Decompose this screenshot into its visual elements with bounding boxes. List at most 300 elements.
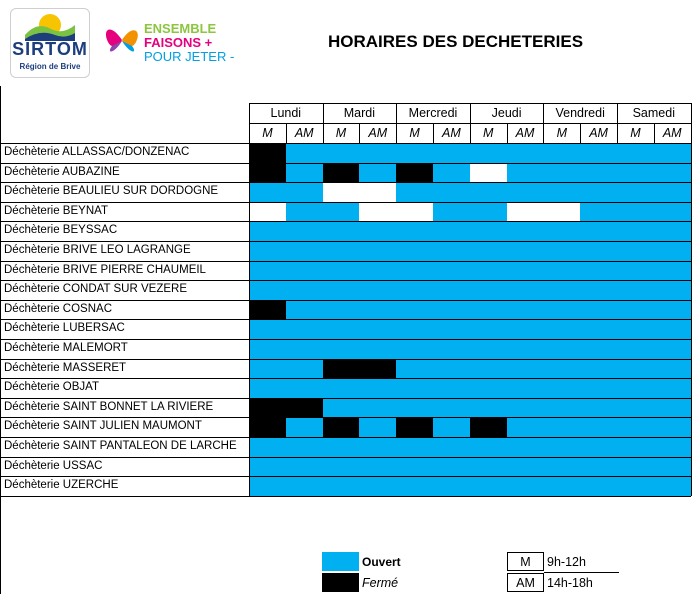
slot-cell [323,359,360,379]
slot-cell [580,398,617,418]
slot-cell [617,457,654,477]
slot-cell [470,221,507,241]
slot-cell [543,437,580,457]
slot-cell [543,143,580,163]
slot-cell [617,261,654,281]
grid-line [507,123,508,143]
slot-cell [654,359,691,379]
slot-cell [323,143,360,163]
grid-line [1,241,691,242]
slot-cell [654,319,691,339]
site-name: Déchèterie LUBERSAC [4,322,125,335]
grid-line [1,300,691,301]
legend-open-label: Ouvert [362,555,401,569]
slot-cell [323,202,360,222]
slot-cell [323,437,360,457]
slot-cell [543,417,580,437]
period-header: M [262,126,273,140]
slot-cell [470,378,507,398]
grid-line [1,261,691,262]
slot-cell [470,476,507,496]
slot-cell [580,182,617,202]
slot-cell [433,437,470,457]
slot-cell [359,182,396,202]
period-header: M [335,126,347,140]
slot-cell [470,398,507,418]
slot-cell [507,398,544,418]
site-name: Déchèterie COSNAC [4,302,113,315]
grid-line [1,163,691,164]
slot-cell [617,319,654,339]
slot-cell [359,300,396,320]
slot-cell [249,398,286,418]
slot-cell [396,280,433,300]
slot-cell [433,143,470,163]
site-name: Déchèterie BEYNAT [4,204,108,217]
slot-cell [323,398,360,418]
slot-cell [507,280,544,300]
slot-cell [580,221,617,241]
slot-cell [507,457,544,477]
grid-line [1,496,691,497]
slot-cell [249,182,286,202]
site-name: Déchèterie OBJAT [4,381,100,394]
slot-cell [323,476,360,496]
grid-line [1,457,691,458]
slot-cell [543,261,580,281]
period-header: M [630,126,641,140]
slot-cell [286,241,323,261]
grid-line [433,123,434,143]
slot-cell [396,202,433,222]
day-header-4: Vendredi [555,106,605,120]
slot-cell [507,437,544,457]
slot-cell [654,398,691,418]
grid-line [580,123,581,143]
slot-cell [396,398,433,418]
ensemble-logo [100,14,240,69]
site-name: Déchèterie USSAC [4,459,103,472]
slot-cell [543,241,580,261]
period-header: AM [515,126,535,140]
slot-cell [617,163,654,183]
slot-cell [433,261,470,281]
slot-cell [654,378,691,398]
grid-line [691,143,692,496]
slot-cell [433,359,470,379]
site-name: Déchèterie BEAULIEU SUR DORDOGNE [4,185,219,198]
slot-cell [617,143,654,163]
slot-cell [433,476,470,496]
legend-am-code: AM [516,576,535,590]
slot-cell [249,437,286,457]
slot-cell [654,437,691,457]
slot-cell [654,280,691,300]
slot-cell [286,339,323,359]
slot-cell [359,457,396,477]
grid-line [323,103,324,143]
grid-line [654,123,655,143]
slot-cell [617,398,654,418]
slot-cell [396,417,433,437]
slot-cell [359,202,396,222]
slot-cell [396,319,433,339]
grid-line [1,476,691,477]
site-name: Déchèterie SAINT BONNET LA RIVIERE [4,400,214,413]
slot-cell [617,359,654,379]
slot-cell [654,339,691,359]
slot-cell [249,241,286,261]
slot-cell [580,359,617,379]
slot-cell [470,300,507,320]
slot-cell [396,359,433,379]
slot-cell [249,261,286,281]
slot-cell [286,143,323,163]
slot-cell [323,280,360,300]
slot-cell [323,457,360,477]
slot-cell [654,143,691,163]
slot-cell [470,241,507,261]
sirtom-region: Région de Brive [19,62,81,71]
legend-closed-label: Fermé [362,576,399,590]
grid-line [1,280,691,281]
slot-cell [654,300,691,320]
slot-cell [323,378,360,398]
slot-cell [470,319,507,339]
slot-cell [654,476,691,496]
slot-cell [470,202,507,222]
slot-cell [507,163,544,183]
grid-line [617,103,618,143]
slot-cell [507,417,544,437]
slot-cell [396,476,433,496]
slot-cell [249,339,286,359]
slot-cell [543,476,580,496]
slot-cell [433,378,470,398]
slot-cell [507,300,544,320]
grid-line [396,103,397,143]
site-name: Déchèterie MALEMORT [4,342,128,354]
grid-line [1,143,691,144]
slot-cell [396,143,433,163]
slot-cell [654,182,691,202]
slot-cell [617,437,654,457]
slot-cell [580,319,617,339]
slot-cell [286,378,323,398]
slot-cell [470,359,507,379]
slot-cell [359,280,396,300]
period-header: AM [368,126,388,140]
slot-cell [396,378,433,398]
slot-cell [654,241,691,261]
slot-cell [286,221,323,241]
slot-cell [359,319,396,339]
grid-line [1,339,691,340]
slot-cell [617,241,654,261]
grid-line [691,103,692,143]
slot-cell [617,280,654,300]
grid-line [286,123,287,143]
slot-cell [654,163,691,183]
slot-cell [433,398,470,418]
ensemble-line1: ENSEMBLE [144,21,217,36]
grid-line [543,103,544,143]
slot-cell [249,143,286,163]
slot-cell [470,261,507,281]
grid-line [1,182,691,183]
slot-cell [470,339,507,359]
slot-cell [507,202,544,222]
slot-cell [580,241,617,261]
slot-cell [396,339,433,359]
slot-cell [323,261,360,281]
slot-cell [470,182,507,202]
slot-cell [507,182,544,202]
slot-cell [249,457,286,477]
slot-cell [617,476,654,496]
site-name: Déchèterie MASSERET [4,361,127,374]
legend-closed-swatch [322,573,359,592]
ensemble-line2: FAISONS + [144,35,213,50]
slot-cell [359,398,396,418]
grid-line [1,398,691,399]
site-name: Déchèterie CONDAT SUR VEZERE [4,283,187,296]
period-header: AM [662,126,682,140]
site-name: Déchèterie BEYSSAC [4,224,118,237]
slot-cell [359,417,396,437]
slot-cell [433,202,470,222]
legend-open-swatch [322,552,359,571]
slot-cell [249,300,286,320]
slot-cell [359,221,396,241]
slot-cell [433,300,470,320]
slot-cell [286,261,323,281]
slot-cell [323,300,360,320]
slot-cell [507,221,544,241]
slot-cell [433,221,470,241]
slot-cell [323,182,360,202]
slot-cell [543,300,580,320]
slot-cell [654,417,691,437]
site-name: Déchèterie UZERCHE [4,479,119,492]
slot-cell [507,378,544,398]
slot-cell [359,339,396,359]
slot-cell [433,241,470,261]
slot-cell [433,417,470,437]
day-header-3: Jeudi [491,106,522,120]
sirtom-brand: SIRTOM [12,39,88,59]
slot-cell [580,457,617,477]
slot-cell [654,457,691,477]
slot-cell [359,378,396,398]
slot-cell [580,163,617,183]
slot-cell [580,437,617,457]
slot-cell [323,241,360,261]
slot-cell [543,182,580,202]
slot-cell [249,319,286,339]
slot-cell [433,319,470,339]
period-header: AM [294,126,314,140]
slot-cell [580,280,617,300]
ensemble-line3: POUR JETER - [144,49,235,64]
slot-cell [470,417,507,437]
grid-line [1,202,691,203]
slot-cell [580,417,617,437]
legend-am-hours: 14h-18h [547,576,593,590]
slot-cell [543,378,580,398]
slot-cell [543,280,580,300]
slot-cell [286,476,323,496]
legend-m-code: M [520,555,531,569]
slot-cell [543,221,580,241]
slot-cell [617,378,654,398]
slot-cell [580,202,617,222]
slot-cell [359,437,396,457]
site-name: Déchèterie SAINT JULIEN MAUMONT [4,420,202,433]
slot-cell [323,163,360,183]
slot-cell [396,300,433,320]
slot-cell [580,143,617,163]
page-title: HORAIRES DES DECHETERIES [328,32,584,51]
day-header-1: Mardi [343,106,376,120]
slot-cell [433,163,470,183]
slot-cell [286,417,323,437]
slot-cell [433,339,470,359]
slot-cell [580,300,617,320]
slot-cell [286,437,323,457]
slot-cell [580,476,617,496]
slot-cell [470,163,507,183]
grid-line [1,319,691,320]
slot-cell [359,241,396,261]
legend-m-hours: 9h-12h [547,555,586,569]
slot-cell [323,417,360,437]
slot-cell [359,143,396,163]
site-name: Déchèterie AUBAZINE [4,165,120,178]
slot-cell [507,359,544,379]
grid-line [1,417,691,418]
slot-cell [359,163,396,183]
slot-cell [249,163,286,183]
slot-cell [249,280,286,300]
sirtom-hills-icon [25,13,75,41]
slot-cell [507,143,544,163]
slot-cell [580,339,617,359]
slot-cell [433,280,470,300]
slot-cell [286,319,323,339]
grid-line [359,123,360,143]
butterfly-icon [102,20,142,60]
slot-cell [507,241,544,261]
slot-cell [249,476,286,496]
slot-cell [543,398,580,418]
slot-cell [396,261,433,281]
legend-m-code-box [507,552,544,571]
slot-cell [323,319,360,339]
slot-cell [323,339,360,359]
site-name: Déchèterie ALLASSAC/DONZENAC [4,146,190,158]
slot-cell [617,417,654,437]
slot-cell [249,378,286,398]
slot-cell [543,319,580,339]
slot-cell [507,476,544,496]
slot-cell [617,300,654,320]
site-name: Déchèterie SAINT PANTALEON DE LARCHE [4,440,237,452]
day-header-2: Mercredi [408,106,458,120]
slot-cell [433,182,470,202]
slot-cell [286,182,323,202]
period-header: AM [589,126,608,140]
slot-cell [543,339,580,359]
slot-cell [396,182,433,202]
slot-cell [323,221,360,241]
period-header: M [556,126,567,140]
slot-cell [286,359,323,379]
slot-cell [286,280,323,300]
slot-cell [617,221,654,241]
slot-cell [617,339,654,359]
slot-cell [543,457,580,477]
grid-line [249,103,250,496]
legend-am-code-box [507,573,544,592]
slot-cell [470,280,507,300]
slot-cell [396,221,433,241]
slot-cell [580,261,617,281]
slot-cell [433,457,470,477]
slot-cell [249,221,286,241]
slot-cell [617,182,654,202]
slot-cell [249,202,286,222]
period-header: M [409,126,420,140]
period-header: M [482,126,494,140]
day-header-5: Samedi [632,106,675,120]
slot-cell [249,417,286,437]
sirtom-logo [10,8,90,78]
slot-cell [543,359,580,379]
slot-cell [249,359,286,379]
site-name: Déchèterie BRIVE LEO LAGRANGE [4,244,191,256]
slot-cell [396,163,433,183]
site-name: Déchèterie BRIVE PIERRE CHAUMEIL [4,263,206,276]
grid-line [1,378,691,379]
slot-cell [359,359,396,379]
slot-cell [286,163,323,183]
slot-cell [470,457,507,477]
slot-cell [470,437,507,457]
slot-cell [617,202,654,222]
slot-cell [396,241,433,261]
slot-cell [654,261,691,281]
slot-cell [507,319,544,339]
slot-cell [654,221,691,241]
slot-cell [359,476,396,496]
slot-cell [396,457,433,477]
slot-cell [507,339,544,359]
slot-cell [286,300,323,320]
grid-line [470,103,471,143]
slot-cell [359,261,396,281]
grid-line [1,221,691,222]
period-header: AM [442,126,461,140]
grid-line [1,359,691,360]
slot-cell [543,202,580,222]
slot-cell [543,163,580,183]
slot-cell [286,398,323,418]
legend-divider [544,572,619,573]
day-header-0: Lundi [270,106,302,120]
slot-cell [286,457,323,477]
slot-cell [580,378,617,398]
